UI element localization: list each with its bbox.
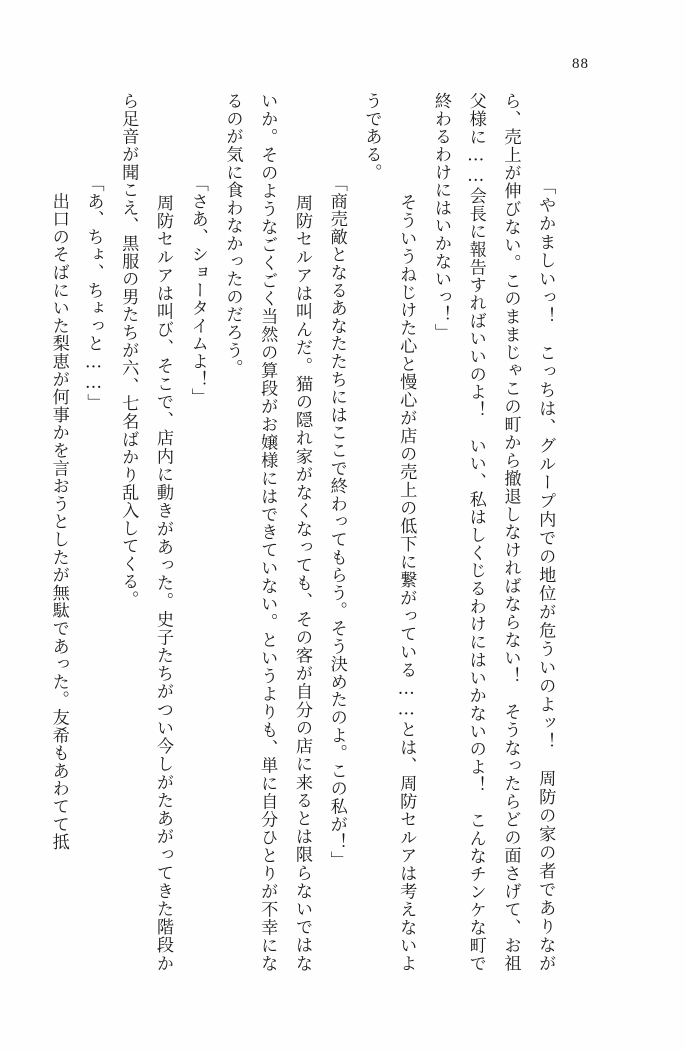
paragraph: 「あ、ちょ、ちょっと……」 bbox=[83, 174, 104, 412]
paragraph: 周防セルアは叫び、そこで、店内に動きがあった。史子たちがつい今しがたあがってきた階段から足音が聞こえ、黒服の男たちが六、七名ばかり乱入してくる。 bbox=[118, 92, 173, 972]
paragraph: 出口のそばにいた梨恵が何事かを言おうとしたが無駄であった。友希もあわてて抵 bbox=[48, 174, 69, 851]
paragraph: 「商売敵となるあなたたちにはここで終わってもらう。そう決めたのよ。この私が！」 bbox=[326, 174, 347, 869]
page-number: 88 bbox=[572, 56, 589, 72]
paragraph: 「さあ、ショータイムよ！」 bbox=[187, 174, 208, 406]
page-body-text bbox=[46, 92, 597, 972]
paragraph: そういうねじけた心と慢心が店の売上の低下に繋がっている……とは、周防セルアは考えないようである。 bbox=[361, 92, 417, 972]
paragraph: 「やかましいっ！ こっちは、グループ内での地位が危ういのよッ！ 周防の家の者でありながら、売上が伸びない。このままじゃこの町から撤退しなければならない！ そうなったらどの面さげて、お祖父様に……会長に報告すればいいのよ！ いい、私はしくじるわけにはいかないのよ！ こんなチンケな町で終わるわけにはいかないっ！」 bbox=[431, 92, 556, 972]
paragraph: 周防セルアは叫んだ。猫の隠れ家がなくなっても、その客が自分の店に来るとは限らないではないか。そのようなごくごく当然の算段がお嬢様にはできていない。というよりも、単に自分ひとりが不幸になるのが気に食わなかったのだろう。 bbox=[222, 92, 312, 972]
